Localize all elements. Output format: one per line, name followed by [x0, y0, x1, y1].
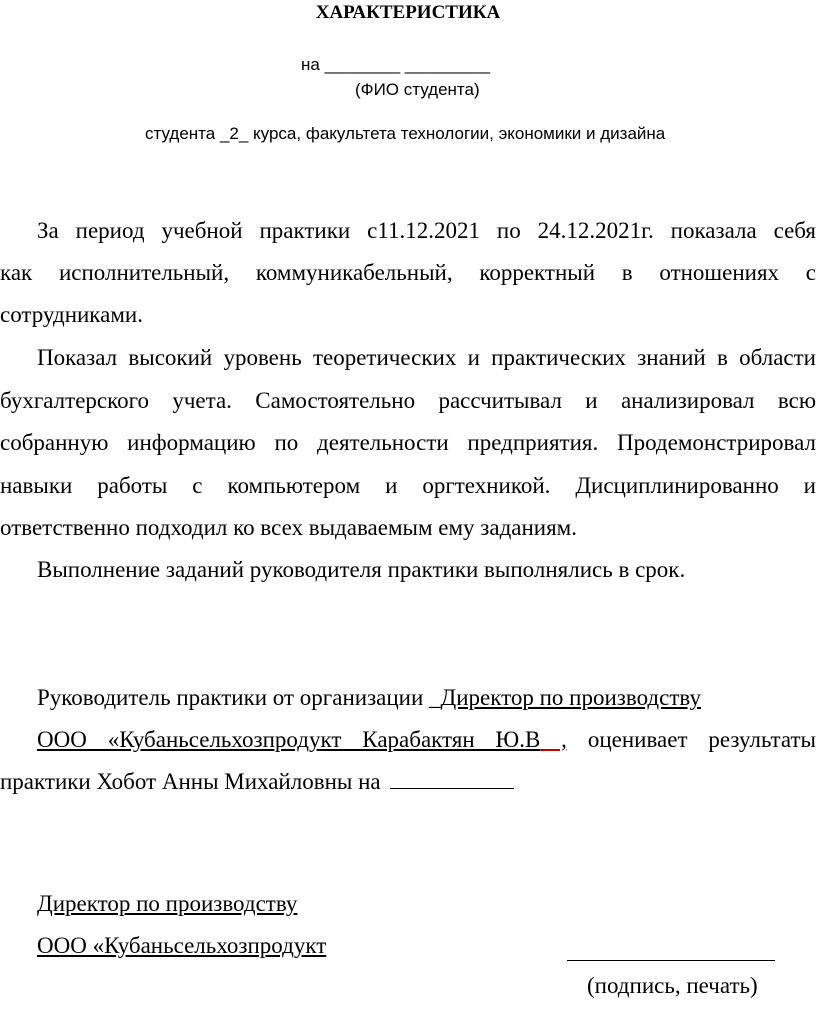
supervisor-org-name: ООО «Кубаньсельхозпродукт Карабактян Ю.В	[37, 727, 541, 752]
paragraph-2-line-5: ответственно подходил ко всех выдаваемым ему заданиям.	[0, 515, 577, 540]
paragraph-2-line-1: Показал высокий уровень теоретических и практических знаний в области	[37, 345, 816, 370]
supervisor-comma: ,	[540, 727, 567, 752]
signature-caption: (подпись, печать)	[587, 973, 758, 998]
document-title: ХАРАКТЕРИСТИКА	[315, 2, 501, 23]
supervisor-line-3	[0, 761, 816, 803]
header-recipient-line: на ________ _________	[301, 55, 491, 74]
paragraph-1-line-2: как исполнительный, коммуникабельный, корректный в отношениях с	[0, 260, 816, 285]
supervisor-prefix: Руководитель практики от организации _	[37, 685, 441, 710]
supervisor-position: Директор по производству	[440, 685, 701, 710]
paragraph-2-line-2: бухгалтерского учета. Самостоятельно рассчитывал и анализировал всю	[0, 388, 816, 413]
supervisor-line-1	[0, 677, 816, 719]
signature-position: Директор по производству	[37, 891, 298, 916]
supervisor-evaluates: оценивает результаты	[566, 727, 816, 752]
paragraph-1-line-1: За период учебной практики с11.12.2021 по 24.12.2021г. показала себя	[37, 218, 816, 243]
header-student-info: студента _2_ курса, факультета технологии, экономики и дизайна	[145, 124, 666, 143]
paragraph-2-line-4: навыки работы с компьютером и оргтехникой. Дисциплинированно и	[0, 473, 816, 498]
paragraph-2-line-3: собранную информацию по деятельности предприятия. Продемонстрировал	[0, 430, 816, 455]
paragraph-3-line-1: Выполнение заданий руководителя практики выполнялись в срок.	[37, 557, 686, 582]
practice-student-name: практики Хобот Анны Михайловны на	[0, 769, 381, 794]
signature-blank-line	[567, 940, 775, 961]
grade-blank-line	[390, 764, 514, 789]
supervisor-line-2	[0, 719, 816, 761]
header-fio-caption: (ФИО студента)	[355, 80, 480, 99]
signature-organization: ООО «Кубаньсельхозпродукт	[37, 933, 327, 958]
paragraph-1-line-3: сотрудниками.	[0, 302, 143, 327]
